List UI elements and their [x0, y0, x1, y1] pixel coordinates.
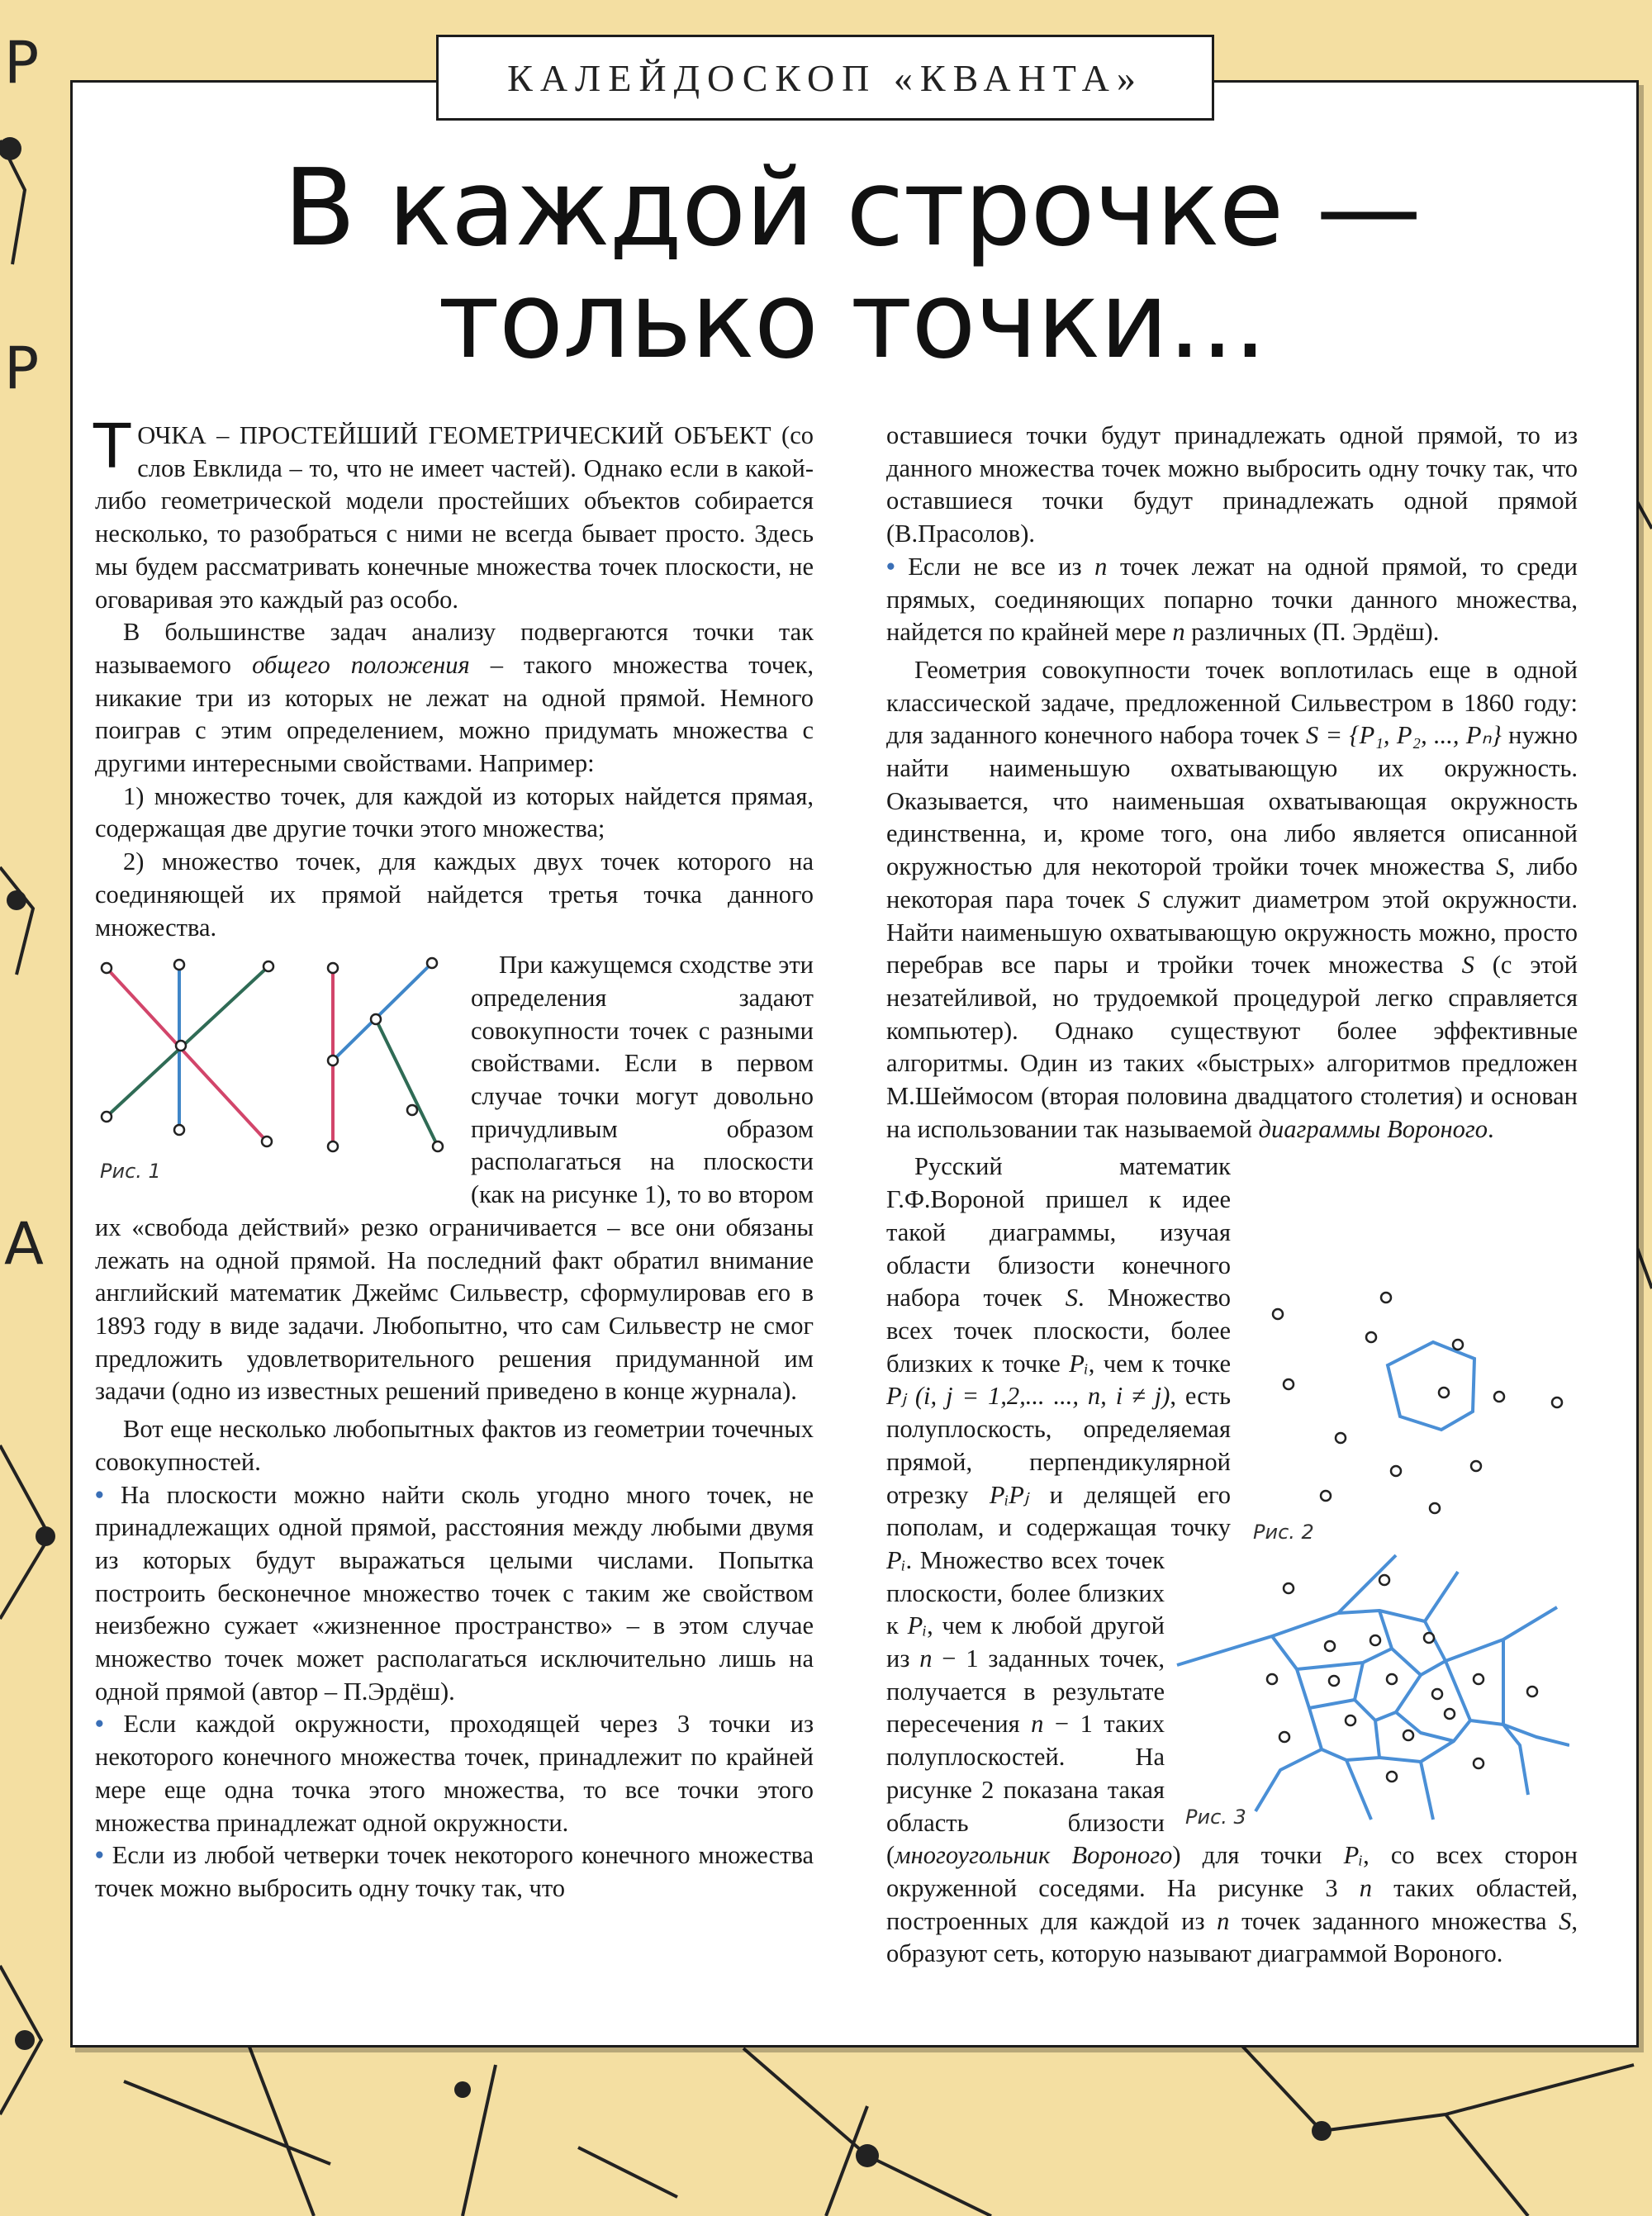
- fig3-voronoi-edge: [1309, 1675, 1421, 1720]
- fig1-point: [102, 963, 112, 973]
- fig3-point: [1325, 1641, 1335, 1651]
- text-span: Если не все из: [908, 552, 1095, 581]
- fig3-point: [1279, 1732, 1289, 1742]
- text-span: При кажущемся сходстве эти определения задают совокупности точек с разными свойствами. Если в первом случае точки могут довольно причудливым образом располагаться на плоскости (как на рисунке 1), то во втором их «свобода действий» резко ограничивается – все они обязаны лежать на одной прямой. На последний факт обратил внимание английский математик Джеймс Сильвестр, сформулировав его в 1893 году в виде задачи. Любопытно, что сам Сильвестр не смог предложить удовлетворительного решения придуманной им задачи (одно из известных решений приведено в конце журнала).: [95, 951, 814, 1406]
- fig3-point: [1474, 1674, 1483, 1684]
- doodle-line: [1446, 2065, 1634, 2114]
- fig3-point: [1284, 1583, 1294, 1593]
- bullet-icon: •: [95, 1841, 104, 1870]
- fig1-point: [174, 1125, 184, 1135]
- fig1-green-line: [107, 966, 268, 1117]
- paragraph-item-2: 2) множество точек, для каждых двух точек которого на соединяющей их прямой найдется третья точка данного множества.: [95, 847, 814, 942]
- paragraph-prasolov: оставшиеся точки будут принадлежать одной прямой, то из данного множества точек можно выбросить одну точку так, что оставшиеся точки будут принадлежать одной прямой (В.Прасолов).: [886, 421, 1578, 548]
- paragraph-intro: [93, 411, 814, 616]
- fig3-point: [1445, 1709, 1455, 1719]
- text-span: , либо некоторая пара точек: [886, 852, 1578, 913]
- bullet-icon: •: [95, 1710, 104, 1739]
- doodle-dot: [0, 137, 21, 160]
- fig3-point: [1370, 1635, 1380, 1645]
- text-span: таких областей, построенных для каждой из: [886, 1873, 1578, 1935]
- fig2-point: [1494, 1392, 1504, 1402]
- text-span: различных (П. Эрдёш).: [1184, 618, 1440, 647]
- fig2-caption: Рис. 2: [1253, 1521, 1314, 1545]
- italic-term: диаграммы Вороного: [1258, 1114, 1488, 1143]
- math-set: S = {P₁, P₂, ..., Pₙ}: [1305, 721, 1502, 750]
- fig1-point: [263, 961, 273, 971]
- fig1-point: [102, 1112, 112, 1122]
- text-span: .: [1488, 1114, 1494, 1143]
- fig3-voronoi-edge: [1346, 1720, 1379, 1760]
- math-var: Pᵢ: [886, 1545, 906, 1574]
- paragraph-intro-text: ОЧКА – ПРОСТЕЙШИЙ ГЕОМЕТРИЧЕСКИЙ ОБЪЕКТ (со слов Евклида – то, что не имеет частей). Однако если в какой-либо геометрической модели простейших объектов собирается несколько, то разобраться с ними не всегда бывает просто. Здесь мы будем рассматривать конечные множества точек плоскости, не оговаривая это каждый раз особо.: [95, 421, 814, 614]
- math-range: (i, j = 1,2,... ..., n, i ≠ j): [914, 1382, 1170, 1411]
- title-line-1: В каждой строчке —: [282, 147, 1422, 270]
- italic-term: общего положения: [252, 650, 470, 679]
- rubric-text: КАЛЕЙДОСКОП «КВАНТА»: [507, 56, 1143, 99]
- fig2-point: [1391, 1466, 1401, 1476]
- figure-2: [1235, 1283, 1582, 1547]
- title-line-2: только точки...: [438, 259, 1266, 382]
- fig1-point: [433, 1141, 443, 1151]
- fig3-point: [1387, 1674, 1397, 1684]
- math-var: n: [1172, 618, 1185, 647]
- fig2-voronoi-cell: [1388, 1342, 1474, 1430]
- fig3-voronoi-edge: [1425, 1607, 1557, 1661]
- fig3-voronoi-edge: [1421, 1762, 1433, 1820]
- math-var: Pⱼ: [886, 1382, 906, 1411]
- doodle-dot: [15, 2030, 35, 2050]
- drop-cap: Т: [93, 411, 131, 482]
- doodle-dot: [36, 1526, 55, 1546]
- fig1-point: [328, 1056, 338, 1065]
- fig1-point: [328, 1141, 338, 1151]
- math-var: n: [1094, 552, 1108, 581]
- math-var: Pᵢ: [1069, 1349, 1089, 1378]
- fig3-point: [1403, 1730, 1413, 1740]
- fig3-point: [1329, 1676, 1339, 1686]
- fig1-point: [176, 1041, 186, 1051]
- fig3-voronoi-edge: [1346, 1760, 1371, 1820]
- fig3-caption: Рис. 3: [1185, 1806, 1246, 1829]
- fig2-point: [1439, 1388, 1449, 1397]
- math-var: n: [919, 1644, 933, 1673]
- bullet-integer-distances: [95, 1479, 814, 1709]
- fig2-point: [1366, 1332, 1376, 1342]
- fig3-point: [1474, 1758, 1483, 1768]
- fig2-point: [1471, 1461, 1481, 1471]
- fig1-blue-line: [333, 963, 432, 1061]
- fig1-point: [407, 1105, 417, 1115]
- math-var: S: [1496, 852, 1509, 881]
- rubric-header: [436, 35, 1214, 121]
- fig1-point: [262, 1136, 272, 1146]
- paragraph-general-position: [95, 616, 814, 781]
- text-span: точек заданного множества: [1229, 1906, 1559, 1935]
- fig3-point: [1387, 1772, 1397, 1782]
- doodle-dot: [454, 2081, 471, 2098]
- fig2-point: [1453, 1340, 1463, 1350]
- fig2-point: [1430, 1503, 1440, 1513]
- text-span: Если из любой четверки точек некоторого конечного множества точек можно выбросить одну точку так, что: [95, 1841, 814, 1902]
- bullet-circles: [95, 1708, 814, 1839]
- text-span: , образуют сеть, которую называют диаграммой Вороного.: [886, 1906, 1578, 1968]
- text-span: В большинстве задач анализу подвергаются точки так называемого: [95, 618, 814, 679]
- math-var: S: [1065, 1284, 1079, 1312]
- article-title: [70, 147, 1634, 382]
- math-var: S: [1461, 951, 1474, 980]
- fig2-point: [1321, 1491, 1331, 1501]
- math-var: Pᵢ: [1343, 1841, 1364, 1870]
- italic-term: многоугольник Вороного: [895, 1841, 1173, 1870]
- text-span: , со всех сторон окруженной соседями. На рисунке 3: [886, 1841, 1578, 1902]
- text-span: , чем к точке: [1088, 1349, 1231, 1378]
- doodle-dot: [856, 2144, 879, 2167]
- text-span: Русский математик Г.Ф.Вороной пришел к идее такой диаграммы, изучая области близости конечного набора точек: [886, 1152, 1231, 1312]
- doodle-letter: A: [4, 1210, 44, 1278]
- math-var: S: [1137, 885, 1151, 913]
- text-span: − 1 таких полуплоскостей. На рисунке 2 показана такая область близости (: [886, 1710, 1165, 1870]
- fig1-point: [174, 960, 184, 970]
- fig1-green-line: [376, 1019, 438, 1146]
- math-var: n: [1031, 1710, 1044, 1739]
- doodle-line: [124, 2081, 330, 2164]
- text-span: Геометрия совокупности точек воплотилась еще в одной классической задаче, предложенной Сильвестром в 1860 году: для заданного конечного набора точек: [886, 655, 1578, 750]
- fig3-point: [1432, 1689, 1442, 1699]
- fig2-point: [1284, 1379, 1294, 1389]
- fig2-point: [1336, 1433, 1346, 1443]
- fig3-voronoi-edge: [1503, 1725, 1528, 1795]
- paragraph-enclosing-circle: [886, 654, 1578, 1146]
- doodle-line: [578, 2147, 677, 2197]
- fig1-red-line: [107, 968, 267, 1141]
- fig1-point: [371, 1014, 381, 1024]
- fig2-point: [1381, 1293, 1391, 1303]
- math-var: n: [1217, 1906, 1230, 1935]
- bullet-erdos-lines: [886, 551, 1578, 649]
- doodle-line: [1446, 2114, 1528, 2216]
- figure-3: [1173, 1547, 1569, 1832]
- fig3-voronoi-edge: [1256, 1749, 1322, 1811]
- fig2-point: [1552, 1397, 1562, 1407]
- text-span: точек лежат на одной прямой, то среди прямых, соединяющих попарно точки данного множества, найдется по крайней мере: [886, 552, 1578, 647]
- bullet-quadruples: [95, 1839, 814, 1905]
- doodle-line: [743, 2048, 991, 2216]
- doodle-dot: [7, 890, 26, 910]
- paragraph-facts-intro: Вот еще несколько любопытных фактов из геометрии точечных совокупностей.: [95, 1415, 814, 1476]
- doodle-dot: [1312, 2121, 1332, 2141]
- doodle-line: [248, 2043, 314, 2216]
- math-var: n: [1359, 1873, 1373, 1902]
- fig3-point: [1346, 1715, 1355, 1725]
- doodle-letter: P: [4, 335, 40, 402]
- fig1-caption: Рис. 1: [100, 1160, 161, 1184]
- paragraph-item-1: 1) множество точек, для каждой из которых найдется прямая, содержащая две другие точки этого множества;: [95, 781, 814, 843]
- text-span: . Множество всех точек плоскости, более близких к: [886, 1545, 1165, 1640]
- doodle-line: [1239, 2043, 1446, 2131]
- text-span: Если каждой окружности, проходящей через 3 точки из некоторого конечного множества точек, принадлежит по крайней мере еще одна точка этого множества, то все точки этого множества принадлежат одной окружности.: [95, 1710, 814, 1837]
- fig3-voronoi-edge: [1355, 1663, 1363, 1700]
- text-span: и делящей его пополам, и содержащая точку: [886, 1480, 1231, 1542]
- text-span: , чем к любой другой из: [886, 1611, 1165, 1673]
- fig3-point: [1267, 1674, 1277, 1684]
- math-var: S: [1559, 1906, 1572, 1935]
- doodle-line: [0, 867, 33, 975]
- text-span: ) для точки: [1172, 1841, 1344, 1870]
- fig3-point: [1527, 1687, 1537, 1696]
- text-span: нужно найти наименьшую охватывающую их окружность. Оказывается, что наименьшая охватывающая окружность единственна, и, кроме того, она либо является описанной окружностью для некоторой тройки точек множества: [886, 721, 1578, 881]
- bullet-icon: •: [886, 552, 895, 581]
- fig3-voronoi-edge: [1297, 1649, 1392, 1669]
- text-span: , есть полуплоскость, определяемая прямой, перпендикулярной отрезку: [886, 1382, 1232, 1509]
- text-span: служит диаметром этой окружности. Найти наименьшую охватывающую окружность можно, просто перебрав все пары и тройки точек множества: [886, 885, 1578, 980]
- math-var: PᵢPⱼ: [989, 1480, 1029, 1509]
- text-span: (с этой незатейливой, но трудоемкой процедурой легко справляется компьютер). Однако существуют более эффективные алгоритмы. Один из таких «быстрых» алгоритмов предложен М.Шеймосом (вторая половина двадцатого столетия) и основан на использовании так называемой: [886, 951, 1578, 1143]
- doodle-letter: P: [4, 29, 40, 97]
- text-span: . Множество всех точек плоскости, более близких к точке: [886, 1284, 1232, 1378]
- fig2-point: [1273, 1309, 1283, 1319]
- fig3-point: [1379, 1575, 1389, 1585]
- fig1-point: [328, 963, 338, 973]
- figure-1: [95, 953, 463, 1193]
- text-span: На плоскости можно найти сколь угодно много точек, не принадлежащих одной прямой, расстояния между любыми двумя из которых будут выражаться целыми числами. Попытка построить бесконечное множество точек с таким же свойством неизбежно сужает «жизненное пространство» – в этом случае множество точек может располагаться исключительно лишь на одной прямой (автор – П.Эрдёш).: [95, 1480, 814, 1706]
- text-span: − 1 заданных точек, получается в результате пересечения: [886, 1644, 1165, 1739]
- fig1-point: [427, 958, 437, 968]
- fig3-voronoi-edge: [1446, 1661, 1569, 1745]
- math-var: Pᵢ: [907, 1611, 928, 1640]
- fig3-voronoi-edge: [1379, 1741, 1454, 1762]
- bullet-icon: •: [95, 1480, 104, 1509]
- text-span: – такого множества точек, никакие три из которых не лежат на одной прямой. Немного поиграв с этим определением, можно придумать множества с другими интересными свойствами. Например:: [95, 650, 814, 778]
- fig3-point: [1424, 1633, 1434, 1643]
